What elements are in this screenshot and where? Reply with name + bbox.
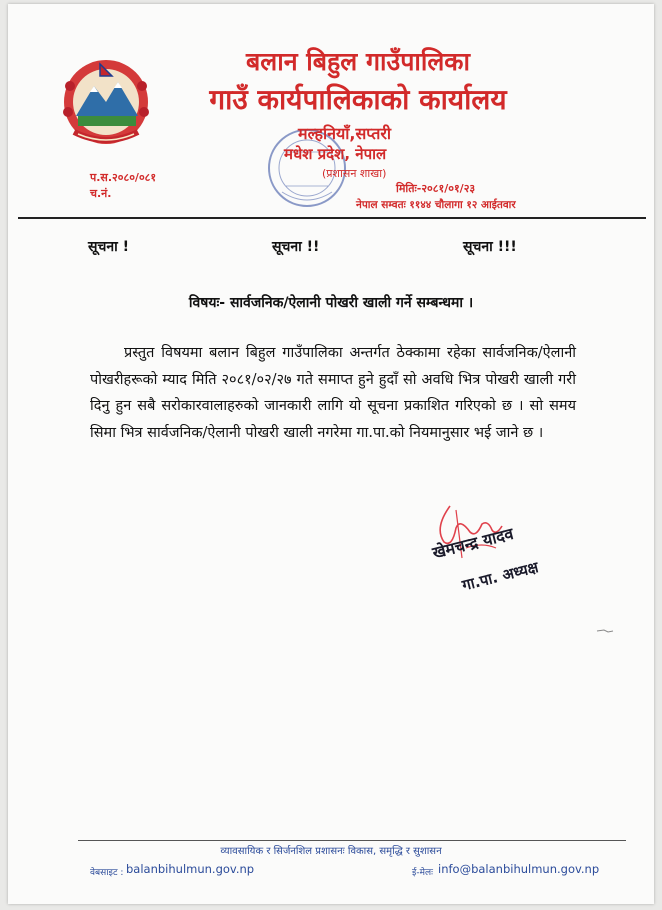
footer-divider — [78, 840, 626, 841]
email-label: ई-मेलः — [412, 868, 433, 878]
nepal-government-emblem — [56, 56, 156, 148]
website-address: balanbihulmun.gov.np — [126, 862, 255, 876]
letter-date: मितिः-२०८१/०१/२३ — [396, 182, 476, 195]
address-line-1: मल्हनियाँ,सप्तरी — [298, 124, 392, 143]
section-name: (प्रशासन शाखा) — [322, 167, 387, 180]
office-name: गाउँ कार्यपालिकाको कार्यालय — [209, 83, 507, 116]
nepal-samvat-date: नेपाल सम्वतः ११४४ चौलागा १२ आईतवार — [356, 199, 516, 211]
notice-body: प्रस्तुत विषयमा बलान बिहुल गाउँपालिका अन्तर्गत ठेक्कामा रहेका सार्वजनिक/ऐलानी पोखरीहरूको म्याद मिति २०८१/०२/२७ गते समाप्त हुने हुदाँ सो अवधि भित्र पोखरी खाली गरी दिनु हुन सबै सरोकारवालाहरुको जानकारी लागि यो सूचना प्रकाशित गरिएको छ । सो समय सिमा भित्र सार्वजनिक/ऐलानी पोखरी खाली नगरेमा गा.पा.को नियमानुसार भई जाने छ । — [90, 345, 576, 441]
footer-motto: व्यावसायिक र सिर्जनशिल प्रशासनः विकास, समृद्धि र सुशासन — [220, 846, 442, 857]
address-line-2: मधेश प्रदेश, नेपाल — [284, 145, 387, 163]
reference-number: प.स.२०८०/०८१ — [90, 171, 157, 184]
notice-heading-2: सूचना !! — [272, 239, 320, 255]
municipality-name: बलान बिहुल गाउँपालिका — [246, 47, 470, 76]
dispatch-number: च.नं. — [90, 187, 112, 200]
notice-heading-3: सूचना !!! — [463, 239, 517, 255]
ink-speck — [596, 628, 614, 634]
notice-heading-1: सूचना ! — [88, 239, 130, 255]
email-address: info@balanbihulmun.gov.np — [438, 862, 600, 876]
website-label: वेबसाइट : — [90, 868, 124, 878]
signatory-title: गा.पा. अध्यक्ष — [460, 558, 541, 595]
signatory-name: खेमचन्द्र यादव — [430, 523, 516, 563]
letter-page — [8, 4, 654, 904]
notice-subject: विषयः- सार्वजनिक/ऐलानी पोखरी खाली गर्ने सम्बन्धमा । — [188, 295, 474, 311]
header-divider — [18, 217, 646, 219]
